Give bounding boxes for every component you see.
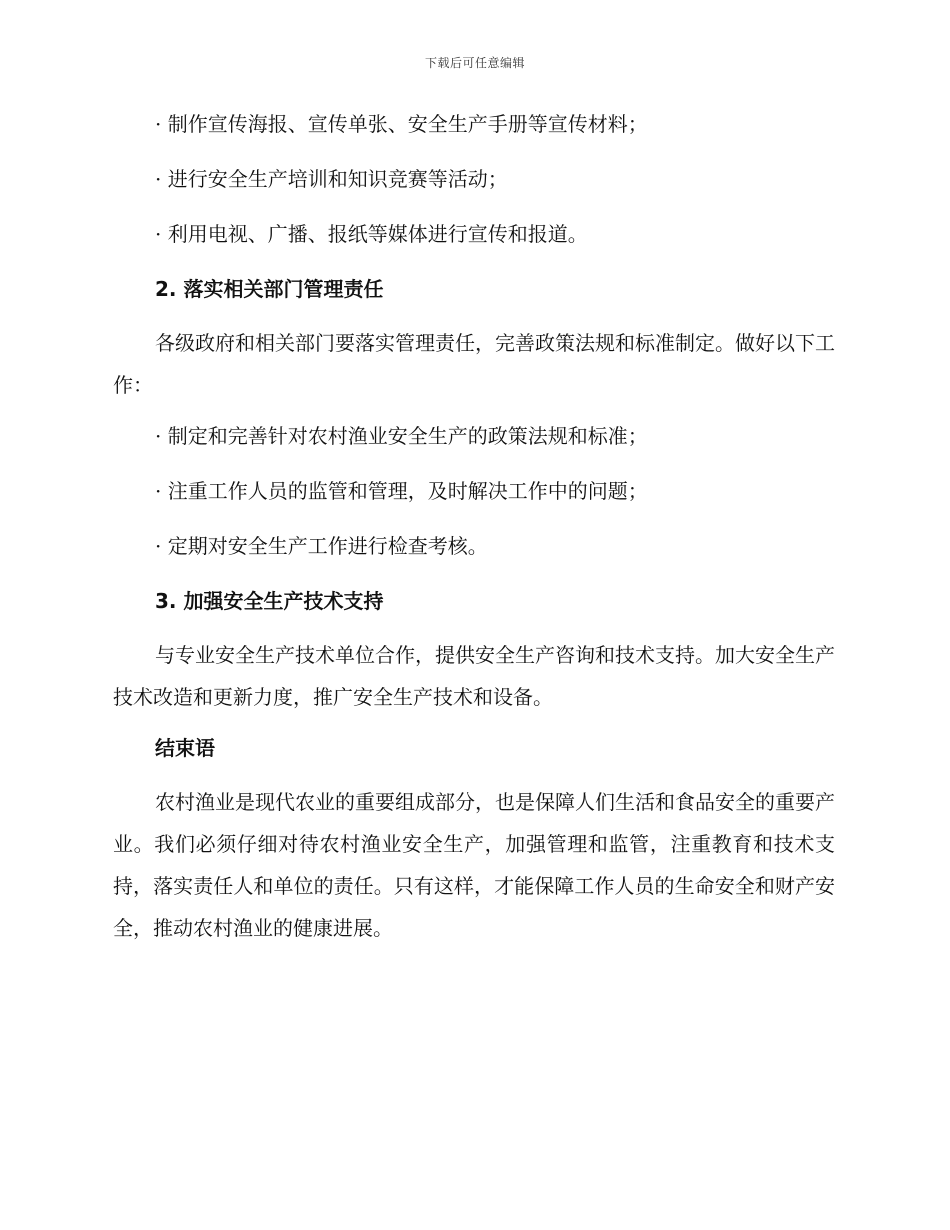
list-item: · 定期对安全生产工作进行检查考核。 (155, 534, 488, 558)
list-item: · 进行安全生产培训和知识竞赛等活动； (155, 167, 508, 191)
section-heading: 3. 加强安全生产技术支持 (155, 589, 384, 613)
list-item: · 注重工作人员的监管和管理，及时解决工作中的问题； (155, 479, 648, 503)
list-item: · 利用电视、广播、报纸等媒体进行宣传和报道。 (155, 222, 588, 246)
paragraph: 农村渔业是现代农业的重要组成部分，也是保障人们生活和食品安全的重要产业。我们必须仔细对待农村渔业安全生产，加强管理和监管，注重教育和技术支持，落实责任人和单位的责任。只有这样，才能保障工作人员的生命安全和财产安全，推动农村渔业的健康进展。 (113, 790, 835, 940)
conclusion-heading: 结束语 (155, 736, 215, 760)
paragraph: 与专业安全生产技术单位合作，提供安全生产咨询和技术支持。加大安全生产技术改造和更新力度，推广安全生产技术和设备。 (113, 643, 835, 709)
paragraph: 各级政府和相关部门要落实管理责任，完善政策法规和标准制定。做好以下工作： (113, 331, 835, 397)
document-body (113, 108, 835, 963)
page-header-note: 下载后可任意编辑 (424, 56, 525, 70)
list-item: · 制作宣传海报、宣传单张、安全生产手册等宣传材料； (155, 112, 648, 136)
section-heading: 2. 落实相关部门管理责任 (155, 277, 384, 301)
list-item: · 制定和完善针对农村渔业安全生产的政策法规和标准； (155, 424, 648, 448)
